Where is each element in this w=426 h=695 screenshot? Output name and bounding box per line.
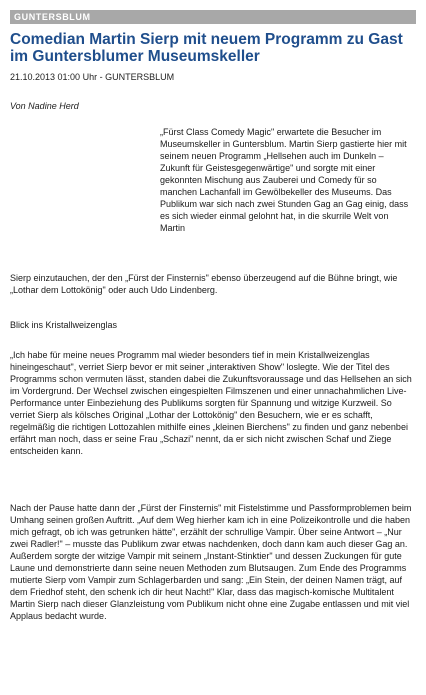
rubric-bar: GUNTERSBLUM [10, 10, 416, 24]
article-paragraph-1: „Fürst Class Comedy Magic" erwartete die Besucher im Museumskeller in Guntersblum. Martin Sierp gastierte hier mit seinem neuen Programm „Hellsehen auch im Dunkeln – Zukunft für Geistesgegenwärtige" und sorgte mit einer gekonnten Mischung aus Zauberei und Comedy für so manchen Lachanfall im Gewölbekeller des Museums. Das Publikum war sich nach zwei Stunden Gag an Gag einig, dass es sich wieder einmal gelohnt hat, in die skurrile Welt von Martin [160, 127, 409, 233]
article-author: Von Nadine Herd [10, 101, 79, 111]
article-subheading: Blick ins Kristallweizenglas [10, 320, 118, 330]
article-image-area [10, 128, 154, 270]
article-dateline: 21.10.2013 01:00 Uhr - GUNTERSBLUM [10, 72, 175, 82]
article-paragraph-2: Sierp einzutauchen, der den „Fürst der Finsternis" ebenso überzeugend auf die Bühne bringt, wie „Lothar dem Lottokönig" oder auch Udo Lindenberg. [10, 273, 398, 295]
article-headline: Comedian Martin Sierp mit neuem Programm zu Gast im Guntersblumer Museumskeller [10, 31, 403, 65]
article-paragraph-4: Nach der Pause hatte dann der „Fürst der Finsternis" mit Fistelstimme und Passformproblemen beim Umhang seinen großen Auftritt. „Auf dem Weg hierher kam ich in eine Polizeikontrolle und die haben mich gefragt, ob ich was getrunken hätte", erzählt der schrullige Vampir. Über seine Antwort – „Nur zwei Radler!" – musste das Publikum zwar etwas nachdenken, doch dann kam auch dieser Gag an. Außerdem sorgte der witzige Vampir mit seinem „Instant-Stinktier" und dessen Zuckungen für gute Laune und demonstrierte dann seine neuen Methoden zum Blutsaugen. Zum Ende des Programms mutierte Sierp vom Vampir zum Schlagerbarden und sang: „Ein Stein, der deinen Namen trägt, auf dem Friedhof steht, den schenk ich dir heut Nacht!" Klar, dass das magisch-komische Multitalent Martin Sierp nach dieser Glanzleistung vom Publikum nicht ohne eine Zugabe entlassen und mit viel Applaus bedacht wurde. [10, 503, 412, 621]
article-paragraph-3: „Ich habe für meine neues Programm mal wieder besonders tief in mein Kristallweizenglas hineingeschaut", verriet Sierp bevor er mit seiner „interaktiven Show" loslegte. Wie der Titel des Programms schon vermuten lässt, standen dabei die Zukunftsvoraussage und das Hellsehen an sich im Vordergrund. Der Wechsel zwischen eingespielten Filmszenen und einer unnachahmlichen Live-Performance unter Einbeziehung des Publikums sorgten für Spannung und witzige Kurzweil. So verriet Sierp als kölsches Original „Lothar der Lottokönig" den Besuchern, wie er es schafft, regelmäßig die richtigen Lottozahlen mithilfe eines „kleinen Bierchens" zu finden und ganz nebenbei erfährt man noch, dass er seine Frau „Schazi" nennt, da er sich nicht zwischen Schaf und Ziege entscheiden kann. [10, 350, 412, 456]
